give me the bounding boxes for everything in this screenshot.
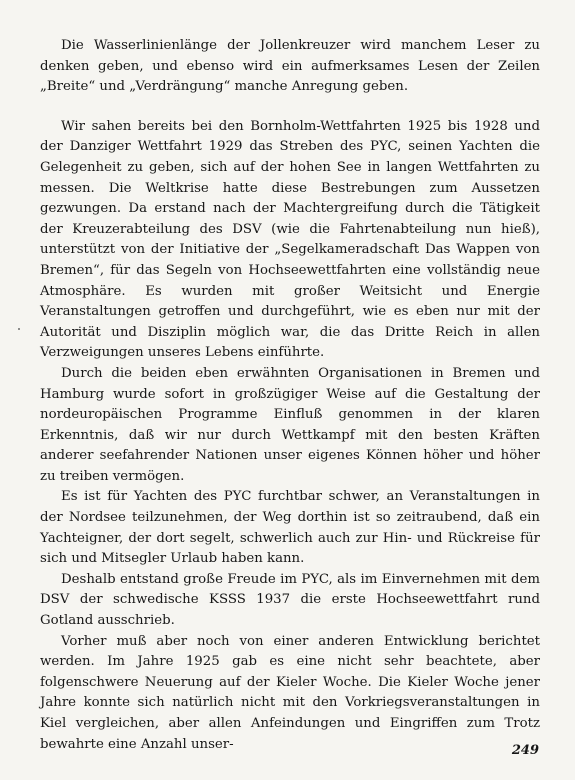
paragraph-4: Es ist für Yachten des PYC furchtbar schwer, an Veranstaltungen in der Nordsee teilzunehmen, der Weg dorthin ist so zeitraubend, daß ein Yachteigner, der dort segelt, schwerlich auch zur Hin- und Rückreise für sich und Mitsegler Urlaub haben kann. bbox=[40, 489, 540, 567]
scan-speck bbox=[18, 328, 20, 330]
page-number: 249 bbox=[511, 743, 539, 758]
paragraph-3: Durch die beiden eben erwähnten Organisationen in Bremen und Hamburg wurde sofort in großzügiger Weise auf die Gestaltung der nordeuropäischen Programme Einfluß genommen in der klaren Erkenntnis, daß wir nur durch Wettkampf mit den besten Kräften anderer seefahrender Nationen unser eigenes Können höher und höher zu treiben vermögen. bbox=[40, 365, 540, 484]
paragraph-5: Deshalb entstand große Freude im PYC, als im Einvernehmen mit dem DSV der schwedische KSSS 1937 die erste Hochseewettfahrt rund Gotland ausschrieb. bbox=[40, 571, 540, 629]
paragraph-2: Wir sahen bereits bei den Bornholm-Wettfahrten 1925 bis 1928 und der Danziger Wettfahrt 1929 das Streben des PYC, seinen Yachten die Gelegenheit zu geben, sich auf der hohen See in langen Wettfahrten zu messen. Die Weltkrise hatte diese Bestrebungen zum Aussetzen gezwungen. Da erstand nach der Machtergreifung durch die Tätigkeit der Kreuzerabteilung des DSV (wie die Fahrtenabteilung nun hieß), unterstützt von der Initiative der „Segelkameradschaft Das Wappen von Bremen“, für das Segeln von Hochseewettfahrten eine vollständig neue Atmosphäre. Es wurden mit großer Weitsicht und Energie Veranstaltungen getroffen und durchgeführt, wie es eben nur mit der Autorität und Disziplin möglich war, die das Dritte Reich in allen Verzweigungen unseres Lebens einführte. bbox=[40, 118, 540, 361]
paragraph-1: Die Wasserlinienlänge der Jollenkreuzer wird manchem Leser zu denken geben, und ebenso wird ein aufmerksames Lesen der Zeilen „Breite“ und „Verdrängung“ manche Anregung geben. bbox=[40, 38, 540, 95]
paragraph-6: Vorher muß aber noch von einer anderen Entwicklung berichtet werden. Im Jahre 1925 gab es eine nicht sehr beachtete, aber folgenschwere Neuerung auf der Kieler Woche. Die Kieler Woche jener Jahre konnte sich natürlich nicht mit den Vorkriegsveranstaltungen in Kiel vergleichen, aber allen Anfeindungen und Eingriffen zum Trotz bewahrte eine Anzahl unser- bbox=[40, 633, 540, 752]
body-text bbox=[40, 36, 540, 755]
